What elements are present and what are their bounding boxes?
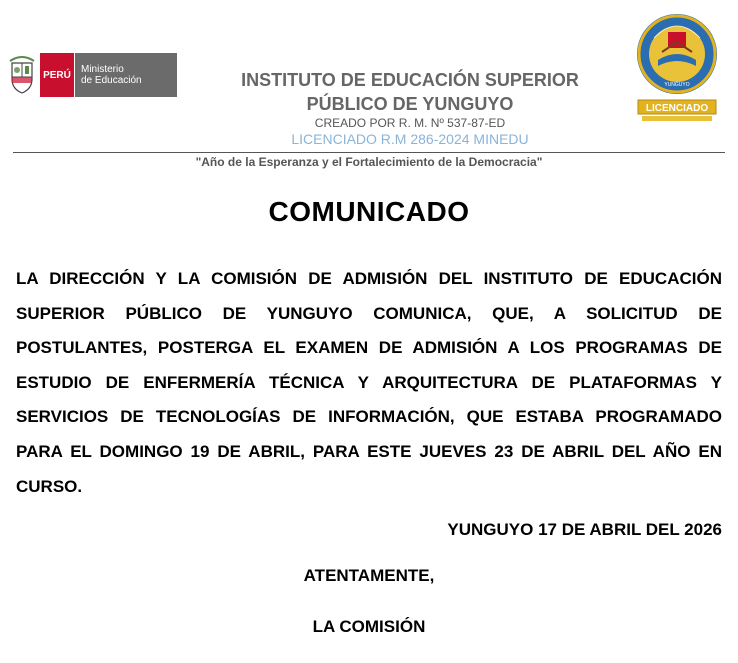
seal-place-text: YUNGUYO <box>664 82 690 88</box>
ministerio-line1: Ministerio <box>81 64 124 75</box>
peru-label: PERÚ <box>40 53 74 97</box>
document-date: YUNGUYO 17 DE ABRIL DEL 2026 <box>447 520 722 539</box>
ministerio-line2: de Educación <box>81 75 142 86</box>
license-resolution: LICENCIADO R.M 286-2024 MINEDU <box>291 131 529 147</box>
institute-seal-logo <box>634 8 720 124</box>
closing-salutation: ATENTAMENTE, <box>303 566 435 585</box>
ministerio-label <box>74 53 177 97</box>
announcement-body: LA DIRECCIÓN Y LA COMISIÓN DE ADMISIÓN DEL INSTITUTO DE EDUCACIÓN SUPERIOR PÚBLICO DE YUNGUYO COMUNICA, QUE, A SOLICITUD DE POSTULANTES, POSTERGA EL EXAMEN DE ADMISIÓN A LOS PROGRAMAS DE ESTUDIO DE ENFERMERÍA TÉCNICA Y ARQUITECTURA DE PLATAFORMAS Y SERVICIOS DE TECNOLOGÍAS DE INFORMACIÓN, QUE ESTABA PROGRAMADO PARA EL DOMINGO 19 DE ABRIL, PARA ESTE JUEVES 23 DE ABRIL DEL AÑO EN CURSO. <box>16 269 722 496</box>
signature-block: LA COMISIÓN <box>312 617 426 636</box>
year-motto: "Año de la Esperanza y el Fortalecimiento de la Democracia" <box>195 155 543 169</box>
creation-resolution: CREADO POR R. M. Nº 537-87-ED <box>314 116 506 130</box>
institute-name-line1: INSTITUTO DE EDUCACIÓN SUPERIOR <box>241 70 579 90</box>
minedu-logo <box>8 52 178 98</box>
header-divider <box>13 152 725 153</box>
peru-coat-of-arms-icon <box>8 55 36 95</box>
document-title: COMUNICADO <box>268 196 470 227</box>
institute-name-line2: PÚBLICO DE YUNGUYO <box>306 94 514 114</box>
seal-banner-text: LICENCIADO <box>645 103 709 114</box>
